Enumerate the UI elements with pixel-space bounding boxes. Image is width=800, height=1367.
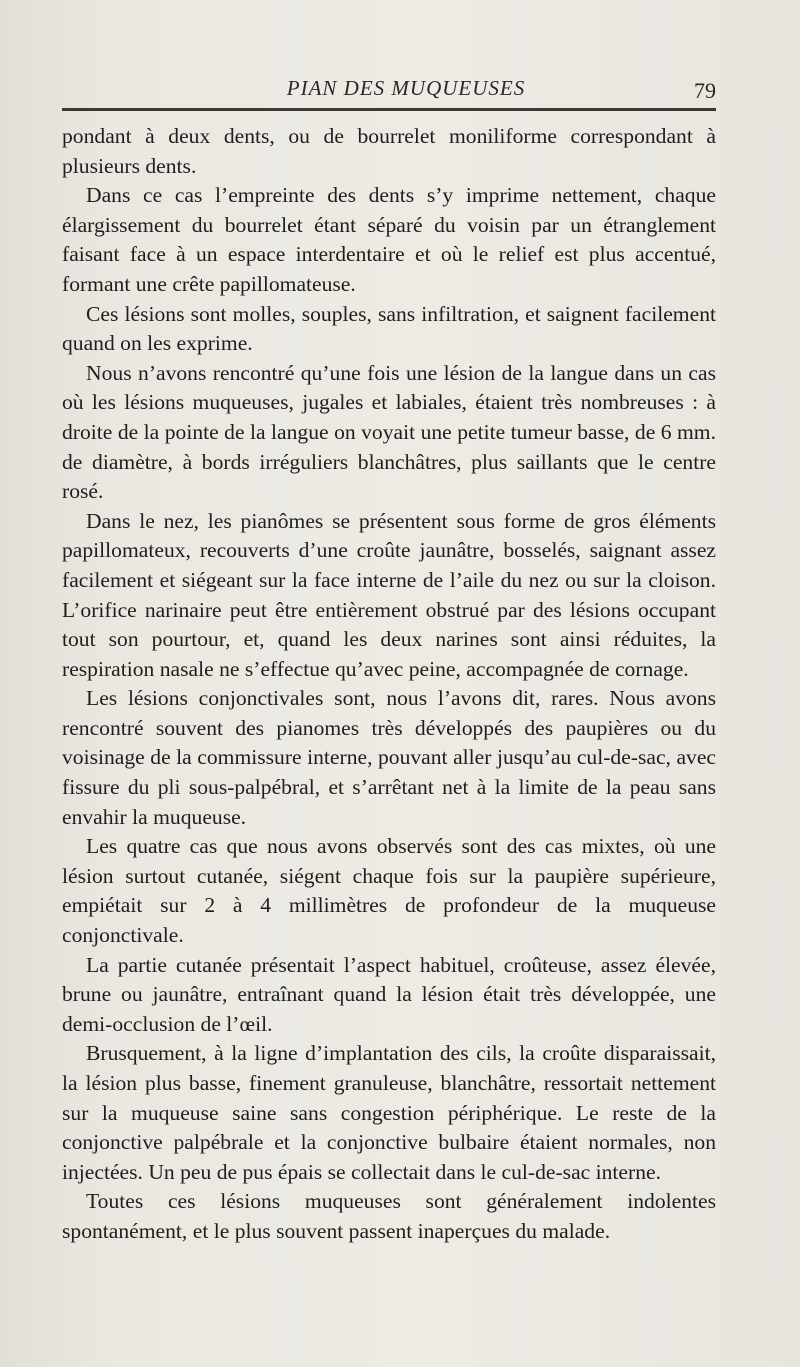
paragraph: Les lésions conjonctivales sont, nous l’avons dit, rares. Nous avons rencontré souvent des pianomes très développés des paupières ou du voisinage de la commissure interne, pouvant aller jusqu’au cul-de-sac, avec fissure du pli sous-palpébral, et s’arrêtant net à la limite de la peau sans envahir la muqueuse. [62, 686, 716, 829]
paragraph: Les quatre cas que nous avons observés sont des cas mixtes, où une lésion surtout cutanée, siégent chaque fois sur la paupière supérieure, empiétait sur 2 à 4 millimètres de profondeur de la muqueuse conjonctivale. [62, 834, 716, 948]
paragraph: pondant à deux dents, ou de bourrelet moniliforme correspondant à plusieurs dents. [62, 124, 716, 178]
paragraph: Toutes ces lésions muqueuses sont généralement indolentes spontanément, et le plus souvent passent inaperçues du malade. [62, 1189, 716, 1243]
running-head [62, 72, 716, 106]
header-rule [62, 108, 716, 111]
paragraph: Brusquement, à la ligne d’implantation des cils, la croûte disparaissait, la lésion plus basse, finement granuleuse, blanchâtre, ressortait nettement sur la muqueuse saine sans congestion périphérique. Le reste de la conjonctive palpébrale et la conjonctive bulbaire étaient normales, non injectées. Un peu de pus épais se collectait dans le cul-de-sac interne. [62, 1041, 716, 1184]
paragraph: Nous n’avons rencontré qu’une fois une lésion de la langue dans un cas où les lésions muqueuses, jugales et labiales, étaient très nombreuses : à droite de la pointe de la langue on voyait une petite tumeur basse, de 6 mm. de diamètre, à bords irréguliers blanchâtres, plus saillants que le centre rosé. [62, 360, 716, 504]
body-text [62, 122, 716, 1247]
running-title: PIAN DES MUQUEUSES [286, 76, 526, 100]
paragraph: La partie cutanée présentait l’aspect habituel, croûteuse, assez élevée, brune ou jaunâtre, entraînant quand la lésion était très développée, une demi-occlusion de l’œil. [62, 952, 716, 1036]
page-number: 79 [694, 78, 716, 103]
paragraph: Dans ce cas l’empreinte des dents s’y imprime nettement, chaque élargissement du bourrelet étant séparé du voisin par un étranglement faisant face à un espace interdentaire et où le relief est plus accentué, formant une crête papillomateuse. [62, 183, 716, 296]
paragraph: Dans le nez, les pianômes se présentent sous forme de gros éléments papillomateux, recouverts d’une croûte jaunâtre, bosselés, saignant assez facilement et siégeant sur la face interne de l’aile du nez ou sur la cloison. L’orifice narinaire peut être entièrement obstrué par des lésions occupant tout son pourtour, et, quand les deux narines sont ainsi réduites, la respiration nasale ne s’effectue qu’avec peine, accompagnée de cornage. [62, 508, 716, 681]
paragraph: Ces lésions sont molles, souples, sans infiltration, et saignent facilement quand on les exprime. [62, 301, 716, 356]
